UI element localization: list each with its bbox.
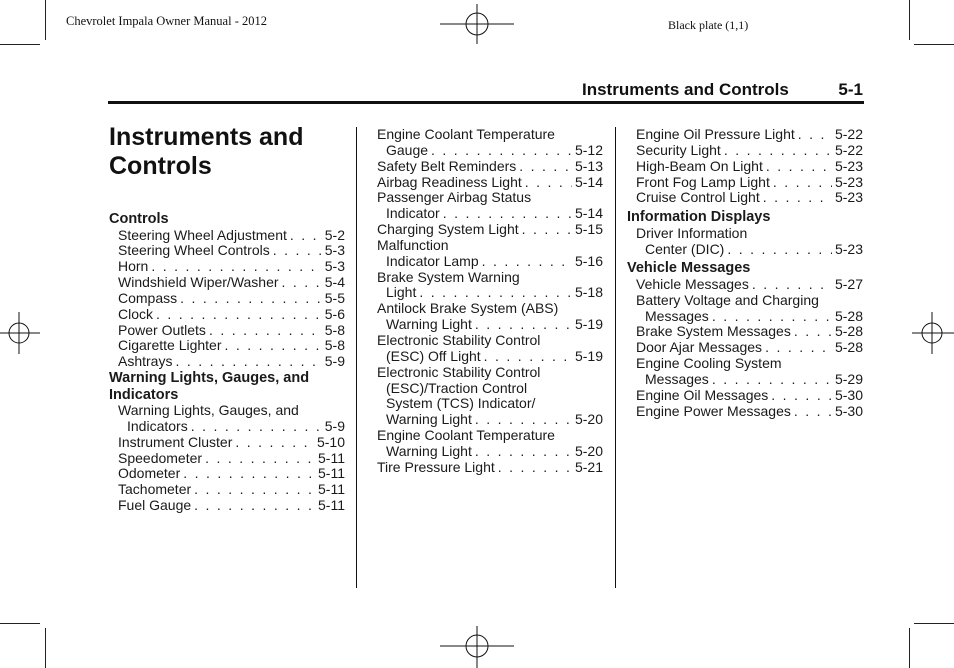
toc-group-title: Information Displays (627, 209, 771, 226)
toc-group-title: Controls (109, 211, 169, 227)
registration-mark-left (0, 312, 40, 354)
toc-entry[interactable]: Airbag Readiness Light . . . 5-14 (377, 175, 603, 191)
toc-entry[interactable]: Antilock Brake System (ABS) Warning Light . . . 5-19 (377, 301, 603, 333)
toc-entry[interactable]: Engine Cooling System Messages . . . 5-29 (627, 356, 863, 388)
toc-entry[interactable]: Windshield Wiper/Washer . . . 5-4 (109, 275, 345, 291)
toc-entry[interactable]: Steering Wheel Adjustment . . . 5-2 (109, 228, 345, 244)
toc-group-vehicle-messages (627, 260, 863, 419)
crop-mark-br-h (914, 623, 954, 624)
toc-entry[interactable]: Engine Coolant Temperature Gauge . . . 5-12 (377, 127, 603, 159)
page-number: 5-1 (838, 80, 863, 99)
toc-entry[interactable]: Odometer . . . 5-11 (109, 466, 345, 482)
toc-entry[interactable]: Fuel Gauge . . . 5-11 (109, 498, 345, 514)
section-header (582, 80, 863, 100)
registration-mark-top (440, 4, 514, 44)
toc-entry[interactable]: Horn . . . 5-3 (109, 259, 345, 275)
toc-entry[interactable]: Engine Coolant Temperature Warning Light . . . 5-20 (377, 428, 603, 460)
toc-entry[interactable]: Clock . . . 5-6 (109, 307, 345, 323)
toc-entry[interactable]: Tachometer . . . 5-11 (109, 482, 345, 498)
toc-column-3 (627, 127, 863, 420)
toc-column-1 (109, 211, 345, 514)
toc-entry[interactable]: Speedometer . . . 5-11 (109, 451, 345, 467)
toc-entry[interactable]: Vehicle Messages . . . 5-27 (627, 277, 863, 293)
toc-group-information-displays (627, 209, 863, 257)
toc-entry[interactable]: Tire Pressure Light . . . 5-21 (377, 460, 603, 476)
toc-entry[interactable]: Passenger Airbag Status Indicator . . . 5-14 (377, 190, 603, 222)
manual-title: Chevrolet Impala Owner Manual - 2012 (66, 14, 267, 28)
toc-entry[interactable]: Door Ajar Messages . . . 5-28 (627, 340, 863, 356)
crop-mark-tr-v (909, 0, 910, 40)
chapter-title: Instruments and Controls (109, 123, 304, 180)
toc-entry[interactable]: High-Beam On Light . . . 5-23 (627, 159, 863, 175)
column-divider-2 (615, 127, 616, 588)
header-rule (108, 101, 864, 104)
registration-mark-right (912, 312, 954, 354)
toc-group-controls (109, 211, 345, 370)
toc-entry[interactable]: Cigarette Lighter . . . 5-8 (109, 338, 345, 354)
toc-entry[interactable]: Malfunction Indicator Lamp . . . 5-16 (377, 238, 603, 270)
toc-entry[interactable]: Ashtrays . . . 5-9 (109, 354, 345, 370)
toc-entry[interactable]: Cruise Control Light . . . 5-23 (627, 190, 863, 206)
toc-entry[interactable]: Steering Wheel Controls . . . 5-3 (109, 243, 345, 259)
toc-entry[interactable]: Warning Lights, Gauges, and Indicators . . . 5-9 (109, 403, 345, 435)
toc-entry[interactable]: Safety Belt Reminders . . . 5-13 (377, 159, 603, 175)
crop-mark-tr-h (914, 44, 954, 45)
toc-entry[interactable]: Electronic Stability Control (ESC) Off Light . . . 5-19 (377, 333, 603, 365)
toc-entry[interactable]: Brake System Warning Light . . . 5-18 (377, 270, 603, 302)
toc-entry[interactable]: Security Light . . . 5-22 (627, 143, 863, 159)
column-divider-1 (356, 127, 357, 588)
toc-group-title: Warning Lights, Gauges, and Indicators (109, 370, 310, 403)
toc-column-2 (377, 127, 603, 476)
toc-group-title: Vehicle Messages (627, 260, 751, 277)
toc-entry[interactable]: Charging System Light . . . 5-15 (377, 222, 603, 238)
crop-mark-bl-v (45, 628, 46, 668)
toc-entry[interactable]: Power Outlets . . . 5-8 (109, 323, 345, 339)
crop-mark-tl-v (45, 0, 46, 40)
toc-entry[interactable]: Engine Power Messages . . . 5-30 (627, 404, 863, 420)
toc-entry[interactable]: Battery Voltage and Charging Messages . . . 5-28 (627, 293, 863, 325)
plate-label: Black plate (1,1) (668, 18, 749, 32)
toc-entry[interactable]: Electronic Stability Control (ESC)/Traction Control System (TCS) Indicator/ Warning Light . . . 5-20 (377, 365, 603, 428)
crop-mark-bl-h (0, 623, 40, 624)
toc-group-warning-lights (109, 370, 345, 514)
crop-mark-br-v (909, 628, 910, 668)
toc-entry[interactable]: Front Fog Lamp Light . . . 5-23 (627, 175, 863, 191)
toc-entry[interactable]: Compass . . . 5-5 (109, 291, 345, 307)
section-header-title: Instruments and Controls (582, 80, 789, 99)
crop-mark-tl-h (0, 44, 40, 45)
toc-entry[interactable]: Engine Oil Messages . . . 5-30 (627, 388, 863, 404)
registration-mark-bottom (440, 626, 514, 668)
toc-entry[interactable]: Instrument Cluster . . . 5-10 (109, 435, 345, 451)
toc-entry[interactable]: Driver Information Center (DIC) . . . 5-23 (627, 226, 863, 258)
toc-entry[interactable]: Engine Oil Pressure Light . . . 5-22 (627, 127, 863, 143)
toc-entry[interactable]: Brake System Messages . . . 5-28 (627, 324, 863, 340)
